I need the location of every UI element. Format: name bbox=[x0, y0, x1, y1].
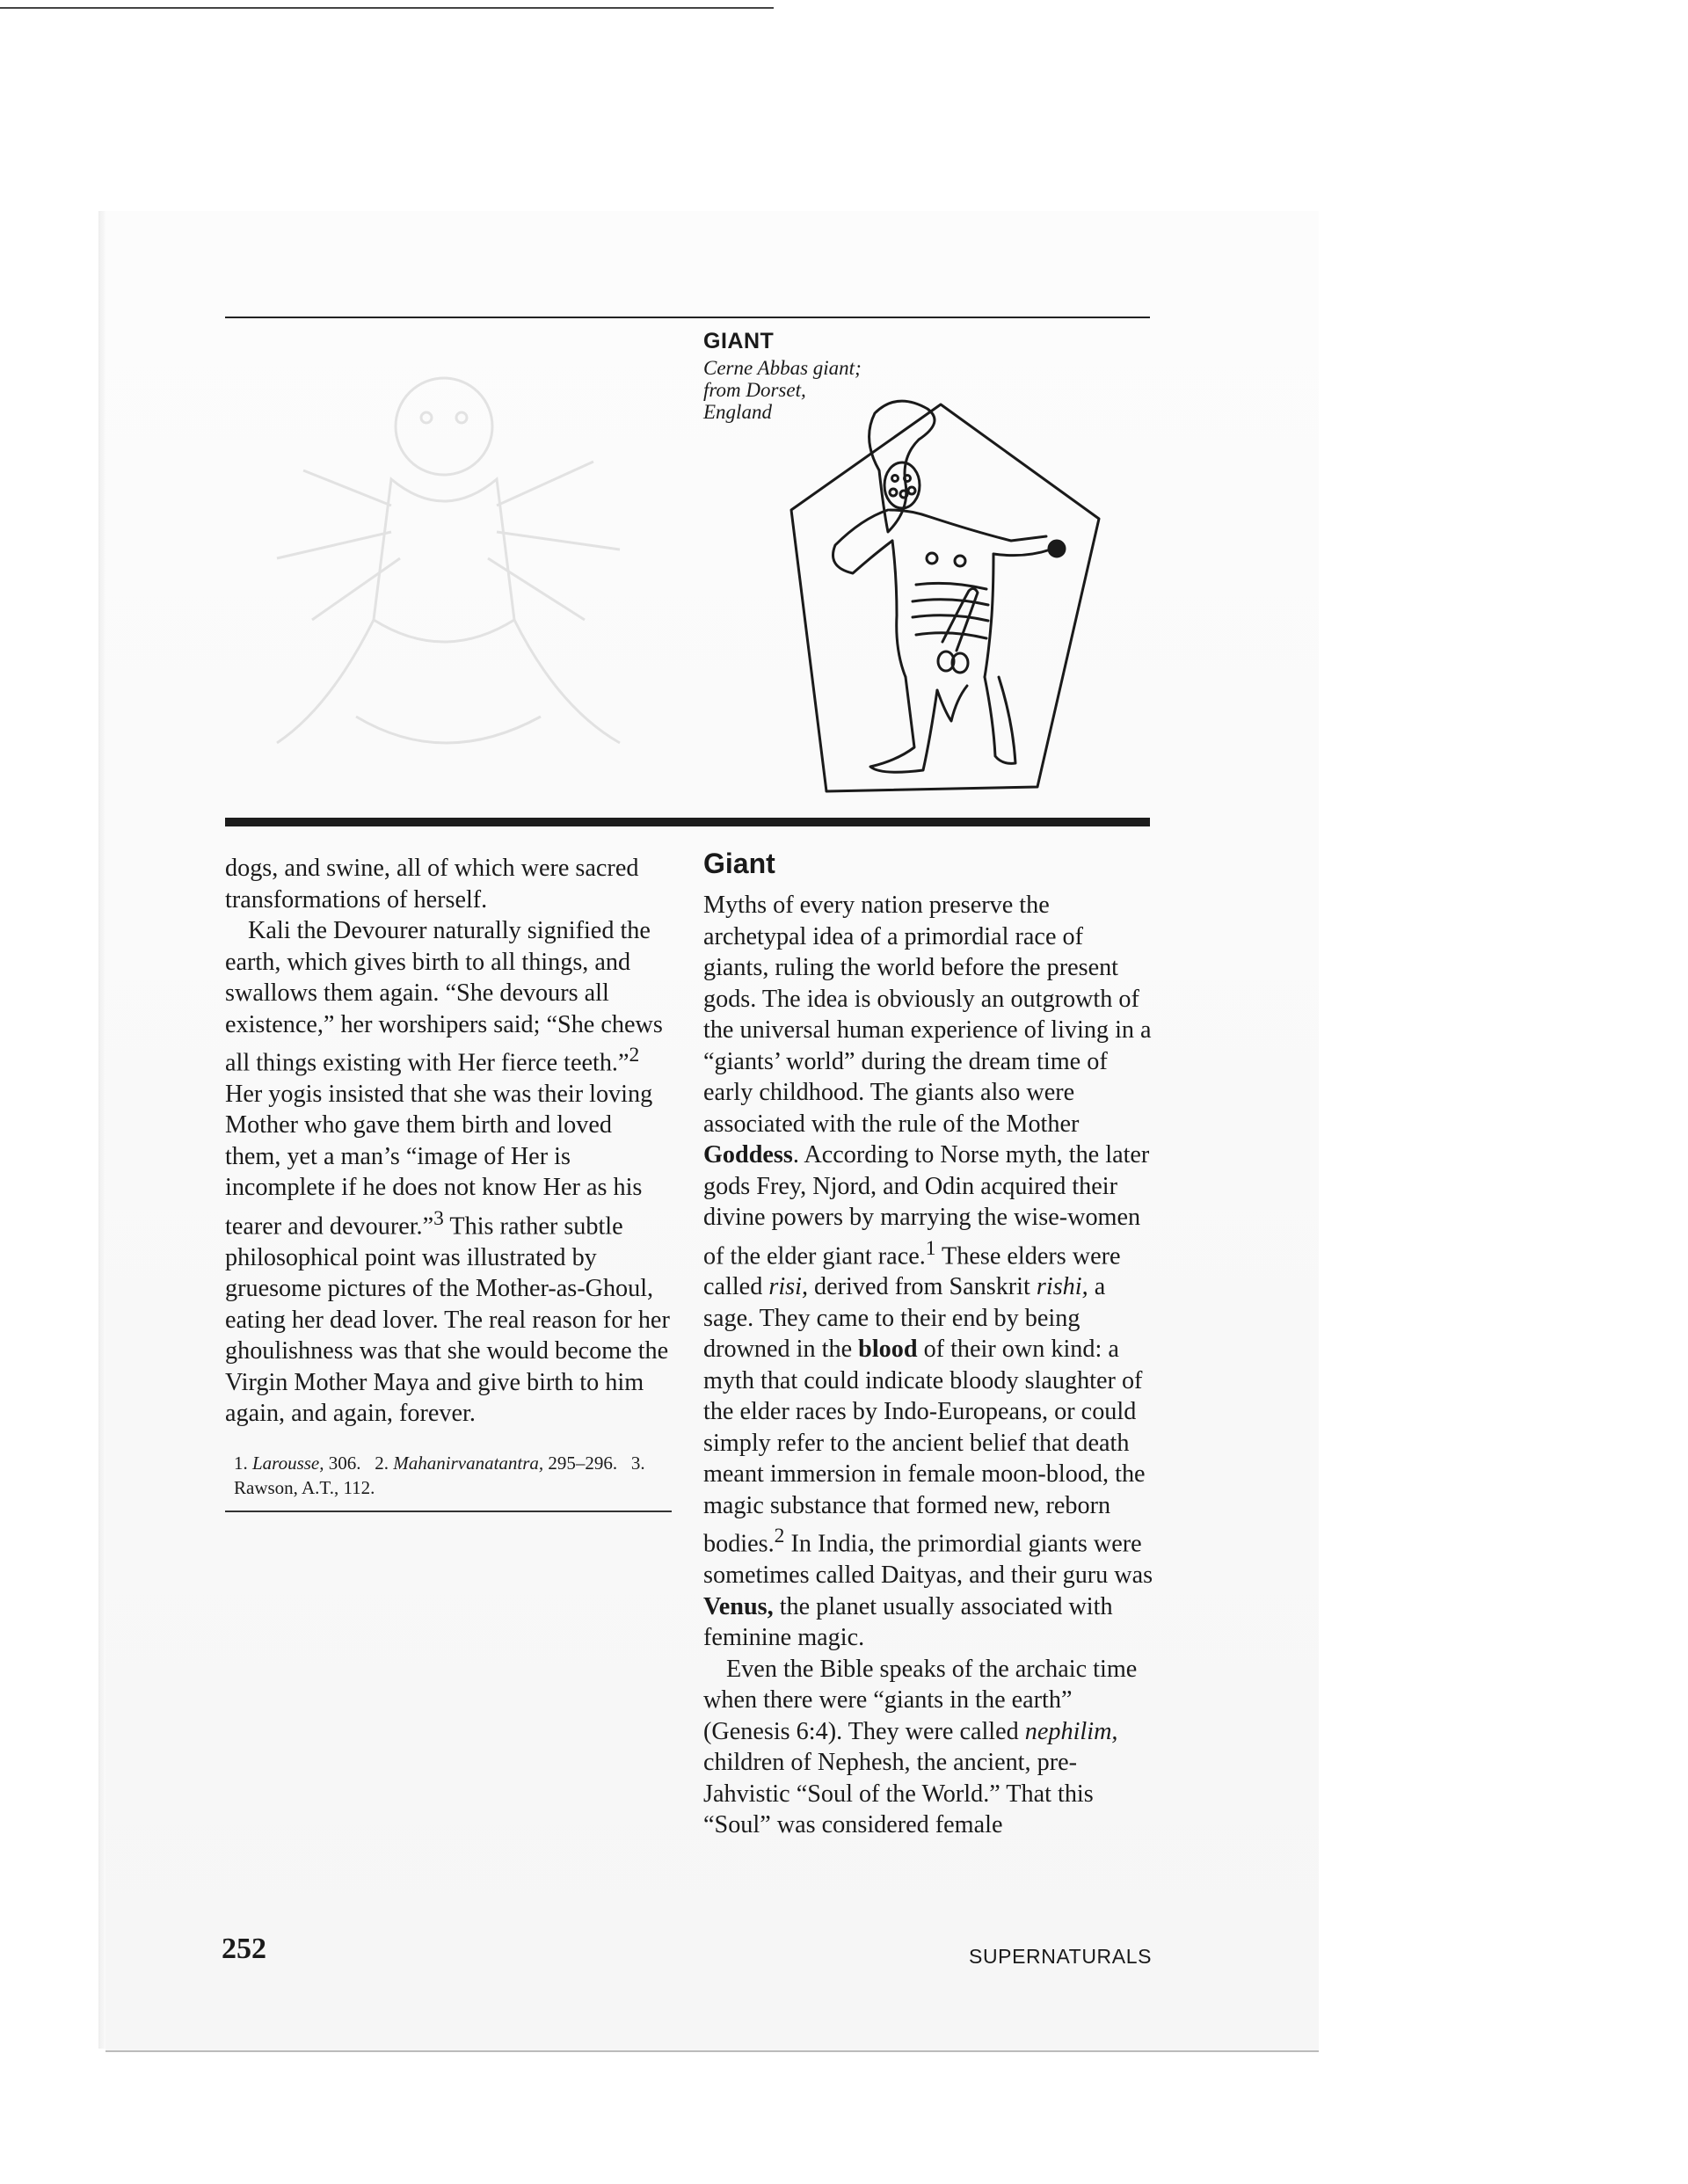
text-run: These elders were called bbox=[703, 1241, 1121, 1301]
text-run: a sage. They came to their end by being drowned in the bbox=[703, 1273, 1106, 1364]
italic-term: risi, bbox=[768, 1273, 808, 1301]
caption-title: GIANT bbox=[703, 329, 775, 353]
running-footer: SUPERNATURALS bbox=[969, 1945, 1153, 1968]
text-run: . According to Norse myth, the later gods Frey, Njord, and Odin acquired their divine powers by marrying the wise-women of the elder giant race. bbox=[703, 1141, 1150, 1270]
text-run: the planet usually associated with feminine magic. bbox=[703, 1592, 1113, 1652]
paragraph bbox=[225, 915, 673, 1430]
text-run: Even the Bible speaks of the archaic time when there were “giants in the earth” (Genesis 6:4). They were called bbox=[703, 1655, 1138, 1745]
text-run: Kali the Devourer naturally signified the earth, which gives birth to all things, and swallows them again. “She devours all existence,” her worshipers said; “She chews all things existing with Her fierce teeth.” bbox=[225, 917, 663, 1077]
page-edge-shadow bbox=[98, 211, 106, 2049]
footnote-page: 295–296. bbox=[543, 1452, 618, 1474]
text-run: This rather subtle philosophical point was illustrated by gruesome pictures of the Mother-as-Ghoul, eating her dead lover. The real reason for her ghoulishness was that she would become the Virgin Mother Maya and give birth to him again, and again, forever. bbox=[225, 1212, 670, 1428]
footnotes bbox=[225, 1451, 673, 1500]
scan-bottom-edge bbox=[106, 2050, 1319, 2052]
paragraph bbox=[703, 890, 1153, 1654]
scan-edge-line bbox=[0, 7, 774, 9]
caption-line: Cerne Abbas giant; bbox=[703, 357, 862, 379]
cross-reference: Venus, bbox=[703, 1592, 774, 1620]
footnote-source: Larousse, bbox=[252, 1452, 324, 1474]
text-run: of their own kind: a myth that could indicate bloody slaughter of the elder races by Indo-Europeans, or could simply refer to the ancient belief that death meant immersion in female moon-blood, the magic substance that formed new, reborn bodies. bbox=[703, 1336, 1146, 1558]
footnote-number: 2. bbox=[375, 1452, 389, 1474]
cerne-abbas-giant-illustration bbox=[730, 387, 1125, 809]
footnote-ref: 2 bbox=[774, 1525, 785, 1548]
cross-reference: Goddess bbox=[703, 1141, 793, 1168]
footnote-line bbox=[234, 1451, 673, 1500]
paragraph bbox=[703, 1654, 1153, 1841]
caption-line: England bbox=[703, 401, 772, 423]
footnote-entry: 3. Rawson, A.T., 112. bbox=[234, 1452, 645, 1498]
footnote-ref: 2 bbox=[629, 1044, 640, 1067]
entry-heading: Giant bbox=[703, 848, 775, 879]
caption-line: from Dorset, bbox=[703, 379, 806, 401]
section-rule bbox=[225, 818, 1150, 826]
footnote-ref: 3 bbox=[433, 1206, 444, 1230]
top-rule bbox=[225, 317, 1150, 318]
footnote-ref: 1 bbox=[925, 1236, 936, 1260]
footnote-number: 1. bbox=[234, 1452, 248, 1474]
footnote-page: 306. bbox=[324, 1452, 361, 1474]
text-run: Myths of every nation preserve the archetypal idea of a primordial race of giants, ruling the world before the present gods. The idea is obviously an outgrowth of the universal human experience of living in a “giants’ world” during the dream time of early childhood. The giants also were associated with the rule of the Mother bbox=[703, 892, 1152, 1138]
text-run: Her yogis insisted that she was their loving Mother who gave them birth and loved them, yet a man’s “image of Her is incomplete if he does not know Her as his tearer and devourer.” bbox=[225, 1080, 653, 1241]
text-run: children of Nephesh, the ancient, pre-Jahvistic “Soul of the World.” That this “Soul” was considered female bbox=[703, 1749, 1094, 1839]
text-run: In India, the primordial giants were sometimes called Daityas, and their guru was bbox=[703, 1530, 1153, 1590]
cross-reference: blood bbox=[858, 1336, 918, 1364]
text-run: derived from Sanskrit bbox=[808, 1273, 1037, 1301]
footnote-rule bbox=[225, 1511, 672, 1512]
italic-term: rishi, bbox=[1036, 1273, 1088, 1301]
bleed-through-illustration bbox=[224, 330, 681, 787]
right-column bbox=[703, 890, 1153, 1841]
paragraph: dogs, and swine, all of which were sacred transformations of herself. bbox=[225, 855, 639, 914]
page-number: 252 bbox=[222, 1933, 266, 1965]
footnote-source: Mahanirvanatantra, bbox=[393, 1452, 544, 1474]
left-column bbox=[225, 853, 673, 1430]
italic-term: nephilim, bbox=[1024, 1717, 1118, 1745]
